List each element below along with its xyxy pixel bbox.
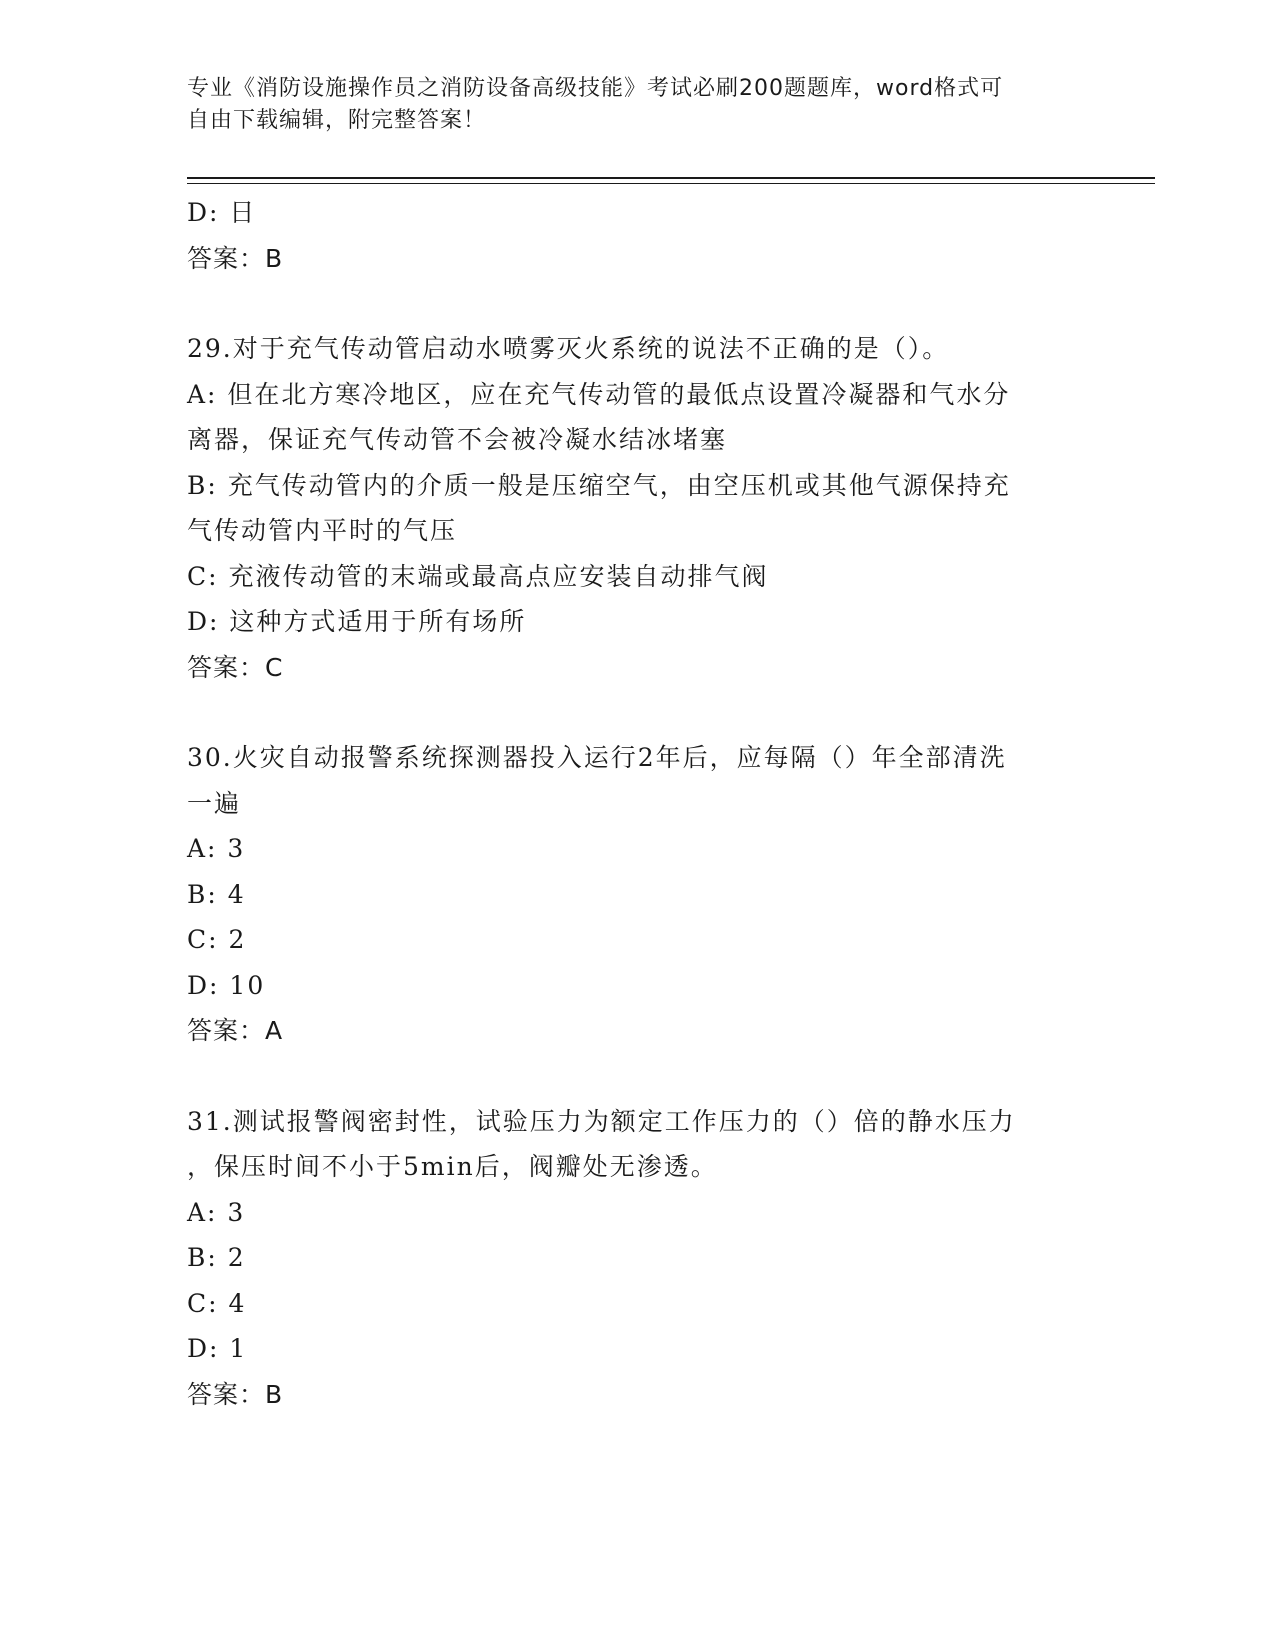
question-stem: 31.测试报警阀密封性，试验压力为额定工作压力的（）倍的静水压力 — [187, 1106, 1016, 1136]
option-d: D: 这种方式适用于所有场所 — [187, 607, 527, 636]
option-b-continued: 气传动管内平时的气压 — [187, 516, 458, 545]
question-block-28 — [187, 190, 1077, 281]
option-c: C: 4 — [187, 1288, 247, 1318]
option-c: C: 充液传动管的末端或最高点应安装自动排气阀 — [187, 561, 769, 591]
answer-line: 答案：B — [187, 1379, 284, 1409]
option-b: B: 充气传动管内的介质一般是压缩空气，由空压机或其他气源保持充 — [187, 470, 1011, 500]
option-a-continued: 离器，保证充气传动管不会被冷凝水结冰堵塞 — [187, 425, 728, 454]
question-stem-continued: 一遍 — [187, 788, 242, 818]
option-c: C: 2 — [187, 925, 247, 954]
answer-line: 答案：A — [187, 1016, 284, 1045]
question-stem: 30.火灾自动报警系统探测器投入运行2年后，应每隔（）年全部清洗 — [187, 743, 1007, 772]
option-d: D: 10 — [187, 970, 266, 1000]
option-b: B: 2 — [187, 1243, 246, 1272]
option-a: A: 但在北方寒冷地区，应在充气传动管的最低点设置冷凝器和气水分 — [187, 379, 1011, 409]
header-divider-thin — [187, 183, 1155, 184]
page-header — [187, 73, 1067, 137]
header-title-line-1: 专业《消防设施操作员之消防设备高级技能》考试必刷200题题库，word格式可 — [187, 76, 1004, 101]
option-a: A: 3 — [187, 1197, 246, 1227]
answer-line: 答案：C — [187, 652, 284, 682]
question-block-29 — [187, 326, 1077, 690]
spacer — [187, 1054, 1077, 1099]
header-title-line-2: 自由下载编辑，附完整答案！ — [187, 108, 487, 133]
question-block-31 — [187, 1099, 1077, 1418]
question-list — [187, 190, 1077, 1417]
option-d: D: 日 — [187, 198, 257, 227]
spacer — [187, 690, 1077, 735]
option-d: D: 1 — [187, 1334, 248, 1363]
header-divider-thick — [187, 177, 1155, 179]
question-stem: 29.对于充气传动管启动水喷雾灭火系统的说法不正确的是（）。 — [187, 334, 950, 363]
answer-line: 答案：B — [187, 243, 284, 273]
option-a: A: 3 — [187, 834, 246, 863]
spacer — [187, 281, 1077, 326]
question-stem-continued: ，保压时间不小于5min后，阀瓣处无渗透。 — [187, 1152, 718, 1181]
option-b: B: 4 — [187, 879, 246, 909]
question-block-30 — [187, 735, 1077, 1054]
